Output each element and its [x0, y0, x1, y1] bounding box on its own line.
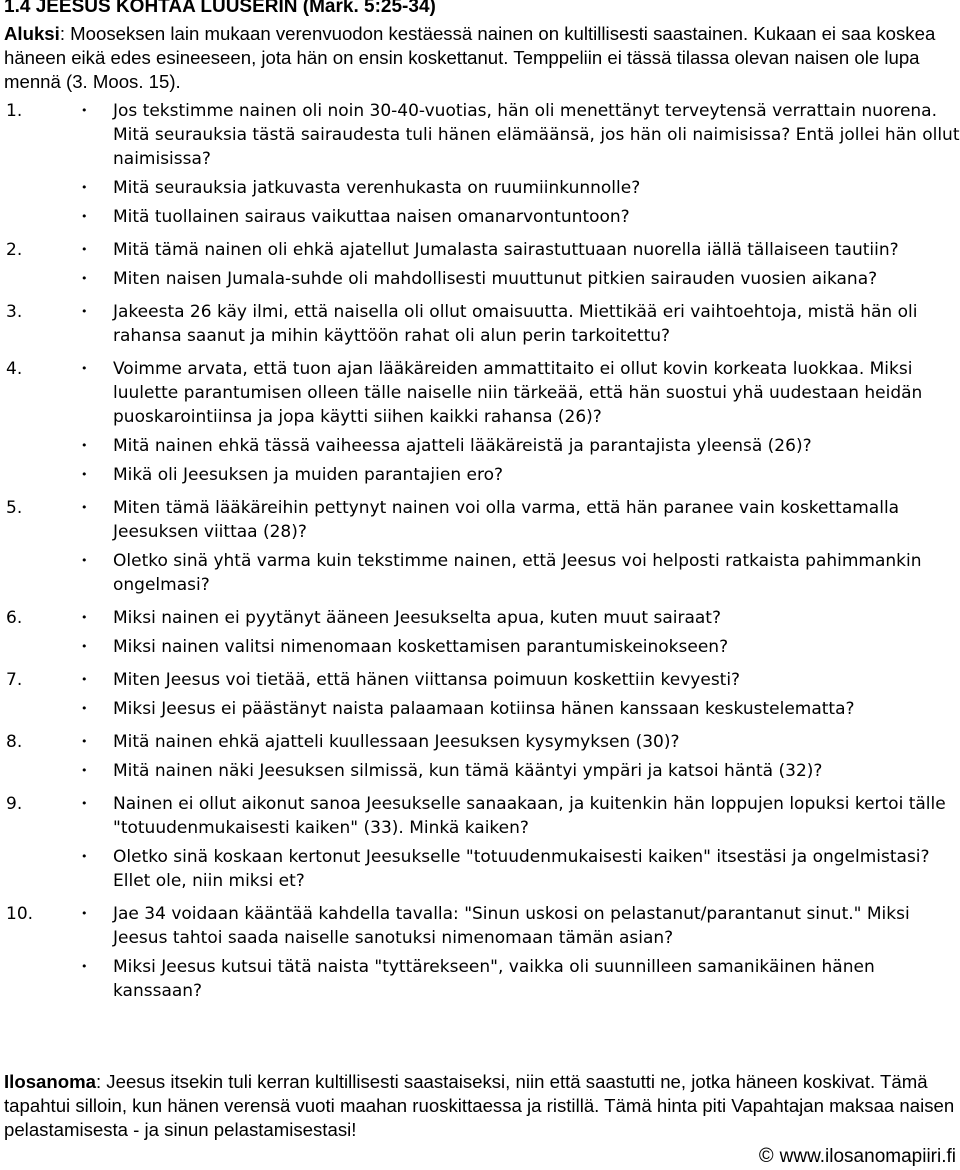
list-item [0, 99, 960, 171]
list-item [0, 463, 960, 487]
question-text: Miksi nainen valitsi nimenomaan koskettamisen parantumiskeinokseen? [113, 637, 729, 657]
question-text: Miksi Jeesus kutsui tätä naista "tyttärekseen", vaikka oli suunnilleen samanikäinen hänen kanssaan? [113, 957, 875, 1001]
question-group-5 [0, 496, 960, 597]
list-item [0, 730, 960, 754]
question-group-9 [0, 792, 960, 893]
question-group-8 [0, 730, 960, 783]
question-text: Mitä nainen ehkä tässä vaiheessa ajatteli lääkäreistä ja parantajista yleensä (26)? [113, 436, 812, 456]
list-item [0, 668, 960, 692]
list-item [0, 267, 960, 291]
list-item [0, 955, 960, 1003]
question-text: Miten Jeesus voi tietää, että hänen viittansa poimuun koskettiin kevyesti? [113, 670, 741, 690]
question-number: 3. [6, 302, 23, 322]
question-text: Mitä nainen ehkä ajatteli kuullessaan Jeesuksen kysymyksen (30)? [113, 732, 680, 752]
intro-text: : Mooseksen lain mukaan verenvuodon kestäessä nainen on kultillisesti saastainen. Kukaan ei saa koskea häneen eikä edes esineeseen, jota hän on ensin koskettanut. Temppeliin ei tässä tilassa olevan naisen ole lupa mennä (3. Moos. 15). [4, 23, 936, 92]
list-item [0, 792, 960, 840]
list-item [0, 549, 960, 597]
footer-copyright [759, 1144, 956, 1169]
bullet-icon: • [81, 362, 88, 375]
closing-text: : Jeesus itsekin tuli kerran kultillisesti saastaiseksi, niin että saastutti ne, jotka häneen koskivat. Tämä tapahtui silloin, kun hänen verensä vuoti maahan ruoskittaessa ja ristillä. Tämä hinta piti Vapahtajan maksaa naisen pelastamisesta - ja sinun pelastamisestasi! [4, 1071, 955, 1140]
list-item [0, 496, 960, 544]
question-text: Miten tämä lääkäreihin pettynyt nainen voi olla varma, että hän paranee vain koskettamalla Jeesuksen viittaa (28)? [113, 498, 900, 542]
question-group-6 [0, 606, 960, 659]
question-text: Oletko sinä yhtä varma kuin tekstimme nainen, että Jeesus voi helposti ratkaista pahimmankin ongelmasi? [113, 551, 922, 595]
question-number: 2. [6, 240, 23, 260]
bullet-icon: • [81, 797, 88, 810]
list-item [0, 300, 960, 348]
bullet-icon: • [81, 907, 88, 920]
list-item [0, 176, 960, 200]
bullet-icon: • [81, 439, 88, 452]
question-number: 4. [6, 359, 23, 379]
question-text: Mitä tämä nainen oli ehkä ajatellut Jumalasta sairastuttuaan nuorella iällä tällaiseen tautiin? [113, 240, 899, 260]
question-text: Miten naisen Jumala-suhde oli mahdollisesti muuttunut pitkien sairauden vuosien aikana? [113, 269, 878, 289]
list-item [0, 697, 960, 721]
list-item [0, 845, 960, 893]
question-number: 1. [6, 101, 23, 121]
bullet-icon: • [81, 104, 88, 117]
bullet-icon: • [81, 272, 88, 285]
copyright-icon: © [758, 1145, 774, 1167]
question-text: Nainen ei ollut aikonut sanoa Jeesukselle sanaakaan, ja kuitenkin hän loppujen lopuksi kertoi tälle "totuudenmukaisesti kaiken" (33). Minkä kaiken? [113, 794, 946, 838]
footer-site: www.ilosanomapiiri.fi [779, 1146, 956, 1167]
bullet-icon: • [81, 501, 88, 514]
question-text: Oletko sinä koskaan kertonut Jeesukselle "totuudenmukaisesti kaiken" itsestäsi ja ongelmistasi? Ellet ole, niin miksi et? [113, 847, 930, 891]
question-text: Jae 34 voidaan kääntää kahdella tavalla: "Sinun uskosi on pelastanut/parantanut sinut." Miksi Jeesus tahtoi saada naiselle sanotuksi nimenomaan tämän asian? [113, 904, 910, 948]
bullet-icon: • [81, 243, 88, 256]
list-item [0, 238, 960, 262]
question-group-10 [0, 902, 960, 1003]
bullet-icon: • [81, 640, 88, 653]
question-text: Mikä oli Jeesuksen ja muiden parantajien ero? [113, 465, 503, 485]
question-number: 9. [6, 794, 23, 814]
question-text: Mitä tuollainen sairaus vaikuttaa naisen omanarvontuntoon? [113, 207, 630, 227]
question-group-1 [0, 99, 960, 229]
bullet-icon: • [81, 181, 88, 194]
bullet-icon: • [81, 735, 88, 748]
bullet-icon: • [81, 673, 88, 686]
list-item [0, 902, 960, 950]
bullet-icon: • [81, 850, 88, 863]
question-group-4 [0, 357, 960, 487]
question-group-7 [0, 668, 960, 721]
list-item [0, 434, 960, 458]
intro-label: Aluksi [4, 23, 60, 44]
bullet-icon: • [81, 554, 88, 567]
question-text: Miksi nainen ei pyytänyt ääneen Jeesukselta apua, kuten muut sairaat? [113, 608, 721, 628]
bullet-icon: • [81, 611, 88, 624]
question-text: Voimme arvata, että tuon ajan lääkäreiden ammattitaito ei ollut kovin korkeata luokkaa. Miksi luulette parantumisen olleen tälle naiselle niin tärkeää, että hän suostui yhä uudestaan heidän puoskarointiinsa ja jopa käytti siihen kaikki rahansa (26)? [113, 359, 923, 427]
question-number: 10. [6, 904, 34, 924]
question-group-2 [0, 238, 960, 291]
list-item [0, 635, 960, 659]
question-text: Jos tekstimme nainen oli noin 30-40-vuotias, hän oli menettänyt terveytensä verrattain nuorena. Mitä seurauksia tästä sairaudesta tuli hänen elämäänsä, jos hän oli naimisissa? Entä jollei hän ollut naimisissa? [113, 101, 960, 169]
bullet-icon: • [81, 764, 88, 777]
question-text: Miksi Jeesus ei päästänyt naista palaamaan kotiinsa hänen kanssaan keskustelematta? [113, 699, 855, 719]
question-text: Mitä seurauksia jatkuvasta verenhukasta on ruumiinkunnolle? [113, 178, 641, 198]
question-text: Jakeesta 26 käy ilmi, että naisella oli ollut omaisuutta. Miettikää eri vaihtoehtoja, mistä hän oli rahansa saanut ja mihin käyttöön rahat oli alun perin tarkoitettu? [113, 302, 918, 346]
question-number: 5. [6, 498, 23, 518]
intro-paragraph [4, 22, 956, 94]
question-number: 7. [6, 670, 23, 690]
bullet-icon: • [81, 305, 88, 318]
bullet-icon: • [81, 702, 88, 715]
question-number: 6. [6, 608, 23, 628]
list-item [0, 357, 960, 429]
question-text: Mitä nainen näki Jeesuksen silmissä, kun tämä kääntyi ympäri ja katsoi häntä (32)? [113, 761, 823, 781]
document-title: 1.4 JEESUS KOHTAA LUUSERIN (Mark. 5:25-34) [4, 0, 436, 17]
question-list [0, 99, 960, 1008]
closing-paragraph [4, 1070, 956, 1142]
bullet-icon: • [81, 210, 88, 223]
list-item [0, 606, 960, 630]
question-group-3 [0, 300, 960, 348]
closing-label: Ilosanoma [4, 1071, 96, 1092]
bullet-icon: • [81, 468, 88, 481]
question-number: 8. [6, 732, 23, 752]
list-item [0, 205, 960, 229]
bullet-icon: • [81, 960, 88, 973]
list-item [0, 759, 960, 783]
